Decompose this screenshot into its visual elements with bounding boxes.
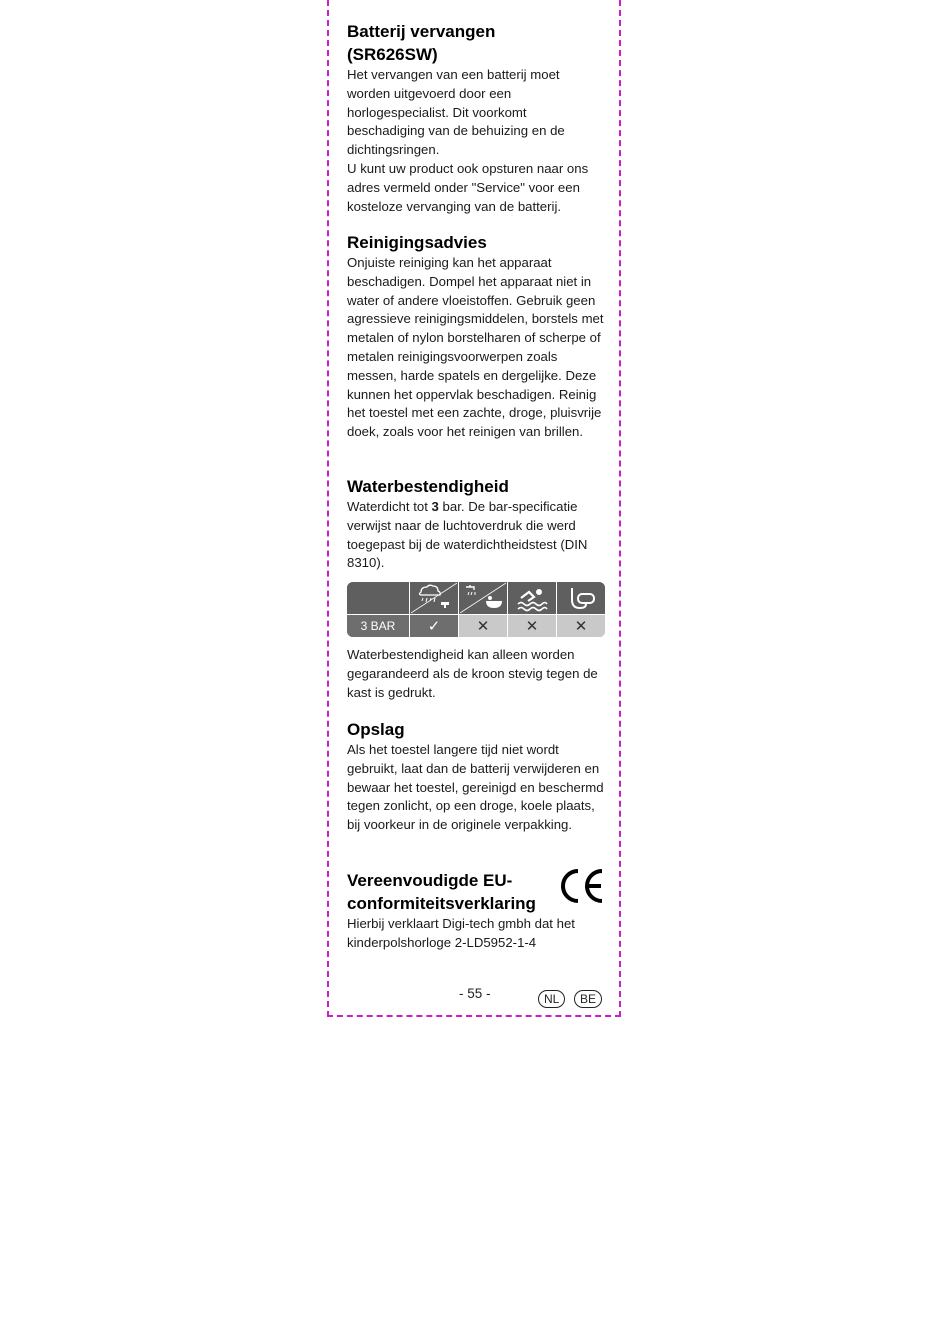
country-badge-nl: NL [538, 990, 565, 1008]
storage-title: Opslag [347, 720, 405, 739]
eu-body: Hierbij verklaart Digi-tech gmbh dat het kinderpolshorloge 2-LD5952-1-4 [347, 916, 575, 950]
battery-title: Batterij vervangen (SR626SW) [347, 22, 496, 64]
cleaning-body: Onjuiste reiniging kan het apparaat beschadigen. Dompel het apparaat niet in water of andere vloeistoffen. Gebruik geen agressieve reinigingsmiddelen, borstels met metalen of nylon borstelharen of scherpe of metalen reinigingsvoorwerpen zoals messen, harde spatels en dergelijke. Deze kunnen het oppervlak beschadigen. Reinig het toestel met een zachte, droge, pluisvrije doek, zoals voor het reinigen van brillen. [347, 255, 604, 440]
storage-body: Als het toestel langere tijd niet wordt gebruikt, laat dan de batterij verwijderen en bewaar het toestel, gereinigd en beschermd tegen zonlicht, op een droge, koele plaats, bij voorkeur in de originele verpakking. [347, 742, 604, 833]
water-title: Waterbestendigheid [347, 477, 509, 496]
water-resistance-table [347, 582, 605, 637]
page-number: - 55 - [459, 986, 491, 1001]
mark-cross: ✕ [458, 614, 507, 637]
manual-page [327, 0, 621, 1017]
table-header-empty [347, 582, 409, 614]
battery-body: Het vervangen van een batterij moet worden uitgevoerd door een horlogespecialist. Dit voorkomt beschadiging van de behuizing en de dichtingsringen. [347, 67, 565, 158]
ce-mark-icon [559, 868, 605, 904]
water-note-section [347, 646, 605, 702]
eu-title: Vereenvoudigde EU- conformiteitsverklaring [347, 871, 536, 913]
battery-body-service: U kunt uw product ook opsturen naar ons adres vermeld onder "Service" voor een kosteloze vervanging van de batterij. [347, 160, 589, 214]
rain-tap-icon [409, 582, 458, 614]
water-note: Waterbestendigheid kan alleen worden gegarandeerd als de kroon stevig tegen de kast is gedrukt. [347, 647, 598, 700]
snorkel-icon [556, 582, 605, 614]
shower-bath-icon [458, 582, 507, 614]
water-section [347, 475, 605, 573]
mark-cross: ✕ [507, 614, 556, 637]
table-label: 3 BAR [347, 614, 409, 637]
cleaning-section [347, 231, 605, 442]
cleaning-title: Reinigingsadvies [347, 233, 487, 252]
mark-check: ✓ [409, 614, 458, 637]
water-body: Waterdicht tot 3 bar. De bar-specificatie verwijst naar de luchtoverdruk die werd toegepast bij de waterdichtheidstest (DIN 8310). [347, 499, 588, 571]
battery-section [347, 20, 605, 216]
storage-section [347, 718, 605, 835]
country-badge-be: BE [574, 990, 602, 1008]
swimming-icon [507, 582, 556, 614]
mark-cross: ✕ [556, 614, 605, 637]
